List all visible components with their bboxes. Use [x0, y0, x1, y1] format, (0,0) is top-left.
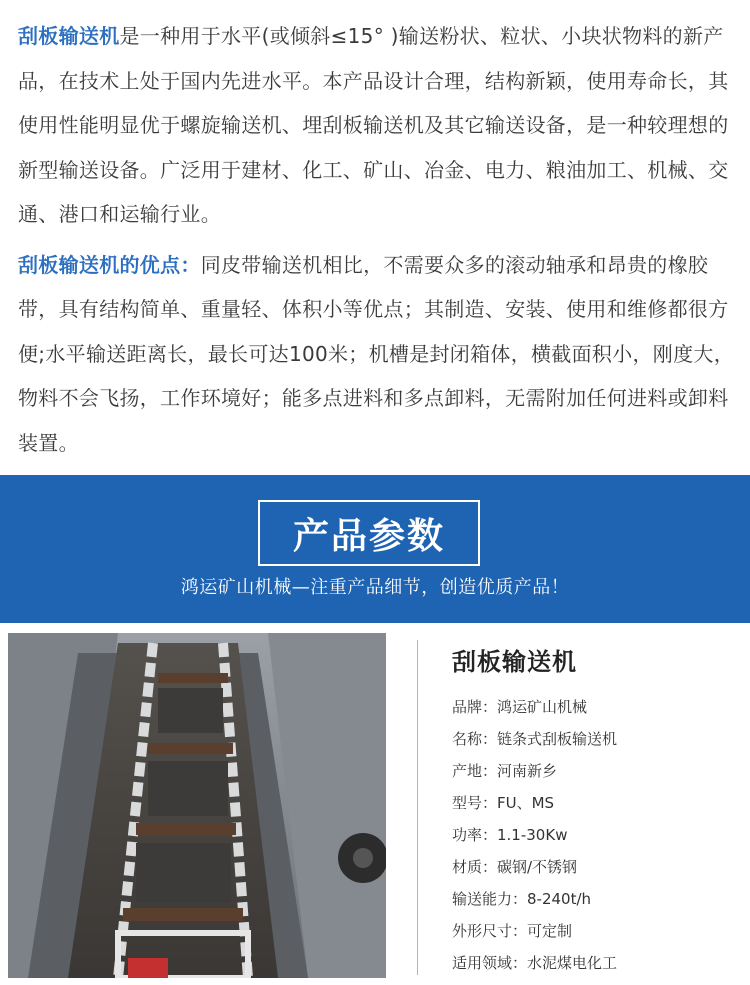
spec-brand: 品牌：鸿运矿山机械	[452, 698, 588, 716]
product-photo	[8, 633, 386, 978]
spec-application: 适用领域：水泥煤电化工	[452, 954, 618, 972]
intro-paragraph-1	[18, 14, 738, 237]
banner-title: 产品参数	[292, 515, 445, 557]
product-params-banner	[0, 475, 750, 623]
intro-paragraph-2	[18, 243, 738, 466]
spec-origin: 产地：河南新乡	[452, 762, 558, 780]
intro-text-1: 是一种用于水平(或倾斜≤15° )输送粉状、粒状、小块状物料的新产品，在技术上处于国内先进水平。本产品设计合理，结构新颖，使用寿命长，其使用性能明显优于螺旋输送机、埋刮板输送机及其它输送设备，是一种较理想的新型输送设备。广泛用于建材、化工、矿山、冶金、电力、粮油加工、机械、交通、港口和运输行业。	[18, 24, 729, 226]
banner-title-box	[258, 500, 480, 566]
spec-material: 材质：碳钢/不锈钢	[452, 858, 578, 876]
intro-text-2: 同皮带输送机相比，不需要众多的滚动轴承和昂贵的橡胶带，具有结构简单、重量轻、体积小等优点；其制造、安装、使用和维修都很方便;水平输送距离长，最长可达100米；机槽是封闭箱体，横截面积小，刚度大，物料不会飞扬，工作环境好；能多点进料和多点卸料，无需附加任何进料或卸料装置。	[18, 252, 735, 455]
banner-subtitle: 鸿运矿山机械—注重产品细节，创造优质产品！	[180, 577, 570, 598]
spec-list	[452, 691, 742, 979]
spec-power: 功率：1.1-30Kw	[452, 826, 568, 844]
spec-panel	[452, 645, 742, 979]
spec-model: 型号：FU、MS	[452, 794, 555, 812]
spec-capacity: 输送能力：8-240t/h	[452, 890, 592, 908]
vertical-divider	[417, 640, 418, 975]
intro-label-2: 刮板输送机的优点：	[18, 252, 201, 277]
intro-section	[18, 14, 738, 465]
scraper-conveyor-illustration	[8, 633, 386, 978]
spec-dimensions: 外形尺寸：可定制	[452, 922, 573, 940]
spec-title: 刮板输送机	[452, 648, 577, 676]
spec-name: 名称：链条式刮板输送机	[452, 730, 618, 748]
intro-label-1: 刮板输送机	[18, 24, 120, 48]
